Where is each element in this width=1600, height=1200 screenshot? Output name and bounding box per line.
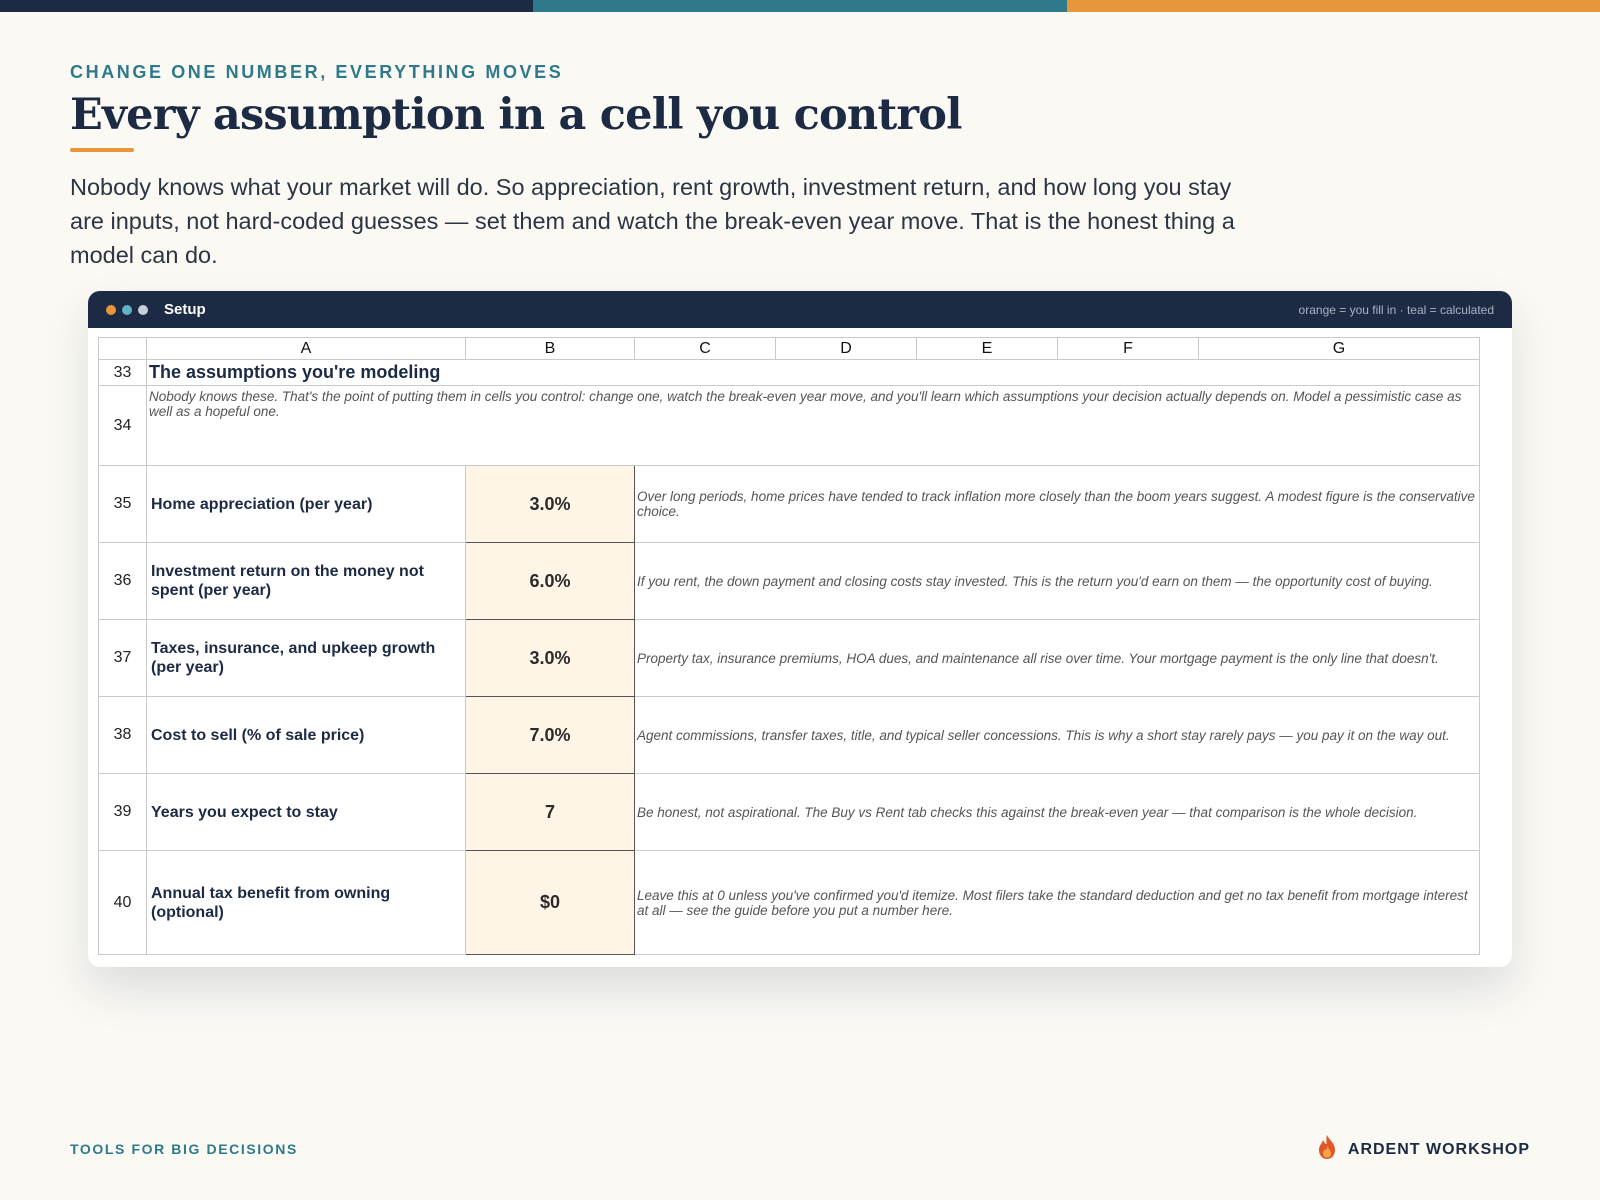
eyebrow: CHANGE ONE NUMBER, EVERYTHING MOVES: [70, 62, 564, 82]
assumption-row: [99, 620, 1480, 697]
flame-icon: [1316, 1134, 1338, 1165]
column-header-b[interactable]: B: [466, 338, 635, 360]
section-row: [99, 360, 1480, 386]
footer-brand: [1316, 1134, 1530, 1165]
assumption-input-cell[interactable]: 3.0%: [466, 466, 635, 543]
intro-note-cell[interactable]: Nobody knows these. That's the point of putting them in cells you control: change one, watch the break-even year move, and you'll learn which assumptions your decision actually depends on. Model a pessimistic case as well as a hopeful one.: [147, 386, 1480, 466]
assumption-note[interactable]: Property tax, insurance premiums, HOA dues, and maintenance all rise over time. Your mortgage payment is the only line that doesn't.: [635, 620, 1480, 697]
assumption-label[interactable]: Taxes, insurance, and upkeep growth (per year): [147, 620, 466, 697]
window-dot-orange: [106, 305, 116, 315]
column-header-g[interactable]: G: [1199, 338, 1480, 360]
column-header-c[interactable]: C: [635, 338, 776, 360]
row-number[interactable]: 35: [99, 466, 147, 543]
spreadsheet-window: [88, 291, 1512, 967]
row-number[interactable]: 37: [99, 620, 147, 697]
accent-segment-teal: [533, 0, 1066, 12]
assumption-row: [99, 543, 1480, 620]
accent-segment-orange: [1067, 0, 1600, 12]
assumption-note[interactable]: Agent commissions, transfer taxes, title, and typical seller concessions. This is why a short stay rarely pays — you pay it on the way out.: [635, 697, 1480, 774]
assumption-row: [99, 851, 1480, 955]
assumption-note[interactable]: Be honest, not aspirational. The Buy vs Rent tab checks this against the break-even year — that comparison is the whole decision.: [635, 774, 1480, 851]
row-number[interactable]: 34: [99, 386, 147, 466]
select-all-corner[interactable]: [99, 338, 147, 360]
assumption-note[interactable]: Over long periods, home prices have tended to track inflation more closely than the boom years suggest. A modest figure is the conservative choice.: [635, 466, 1480, 543]
row-number[interactable]: 33: [99, 360, 147, 386]
title-underline: [70, 148, 134, 152]
page-title: Every assumption in a cell you control: [70, 90, 962, 140]
brand-name: ARDENT WORKSHOP: [1347, 1140, 1530, 1158]
assumption-label[interactable]: Years you expect to stay: [147, 774, 466, 851]
assumption-label[interactable]: Investment return on the money not spent (per year): [147, 543, 466, 620]
top-accent-bar: [0, 0, 1600, 12]
assumption-row: [99, 774, 1480, 851]
assumption-note[interactable]: Leave this at 0 unless you've confirmed you'd itemize. Most filers take the standard deduction and get no tax benefit from mortgage interest at all — see the guide before you put a number here.: [635, 851, 1480, 955]
assumption-label[interactable]: Annual tax benefit from owning (optional): [147, 851, 466, 955]
assumption-label[interactable]: Home appreciation (per year): [147, 466, 466, 543]
assumption-label[interactable]: Cost to sell (% of sale price): [147, 697, 466, 774]
window-dot-grey: [138, 305, 148, 315]
footer-tagline: TOOLS FOR BIG DECISIONS: [70, 1141, 298, 1157]
assumption-row: [99, 697, 1480, 774]
row-number[interactable]: 38: [99, 697, 147, 774]
assumption-input-cell[interactable]: 7.0%: [466, 697, 635, 774]
window-titlebar: [88, 291, 1512, 328]
row-number[interactable]: 39: [99, 774, 147, 851]
column-header-e[interactable]: E: [917, 338, 1058, 360]
assumption-input-cell[interactable]: 7: [466, 774, 635, 851]
assumption-input-cell[interactable]: $0: [466, 851, 635, 955]
sheet-tab-title[interactable]: Setup: [164, 301, 206, 318]
intro-paragraph: Nobody knows what your market will do. So appreciation, rent growth, investment return, and how long you stay are inputs, not hard-coded guesses — set them and watch the break-even year move. That is the honest thing a model can do.: [70, 174, 1235, 268]
color-legend: orange = you fill in · teal = calculated: [1298, 302, 1494, 317]
assumption-row: [99, 466, 1480, 543]
column-header-f[interactable]: F: [1058, 338, 1199, 360]
window-dot-teal: [122, 305, 132, 315]
section-title-cell[interactable]: The assumptions you're modeling: [147, 360, 1480, 386]
intro-row: [99, 386, 1480, 466]
accent-segment-navy: [0, 0, 533, 12]
column-header-row: [99, 338, 1480, 360]
assumption-input-cell[interactable]: 3.0%: [466, 620, 635, 697]
assumption-input-cell[interactable]: 6.0%: [466, 543, 635, 620]
spreadsheet-grid: [98, 337, 1480, 955]
row-number[interactable]: 40: [99, 851, 147, 955]
assumption-note[interactable]: If you rent, the down payment and closing costs stay invested. This is the return you'd earn on them — the opportunity cost of buying.: [635, 543, 1480, 620]
row-number[interactable]: 36: [99, 543, 147, 620]
column-header-a[interactable]: A: [147, 338, 466, 360]
column-header-d[interactable]: D: [776, 338, 917, 360]
